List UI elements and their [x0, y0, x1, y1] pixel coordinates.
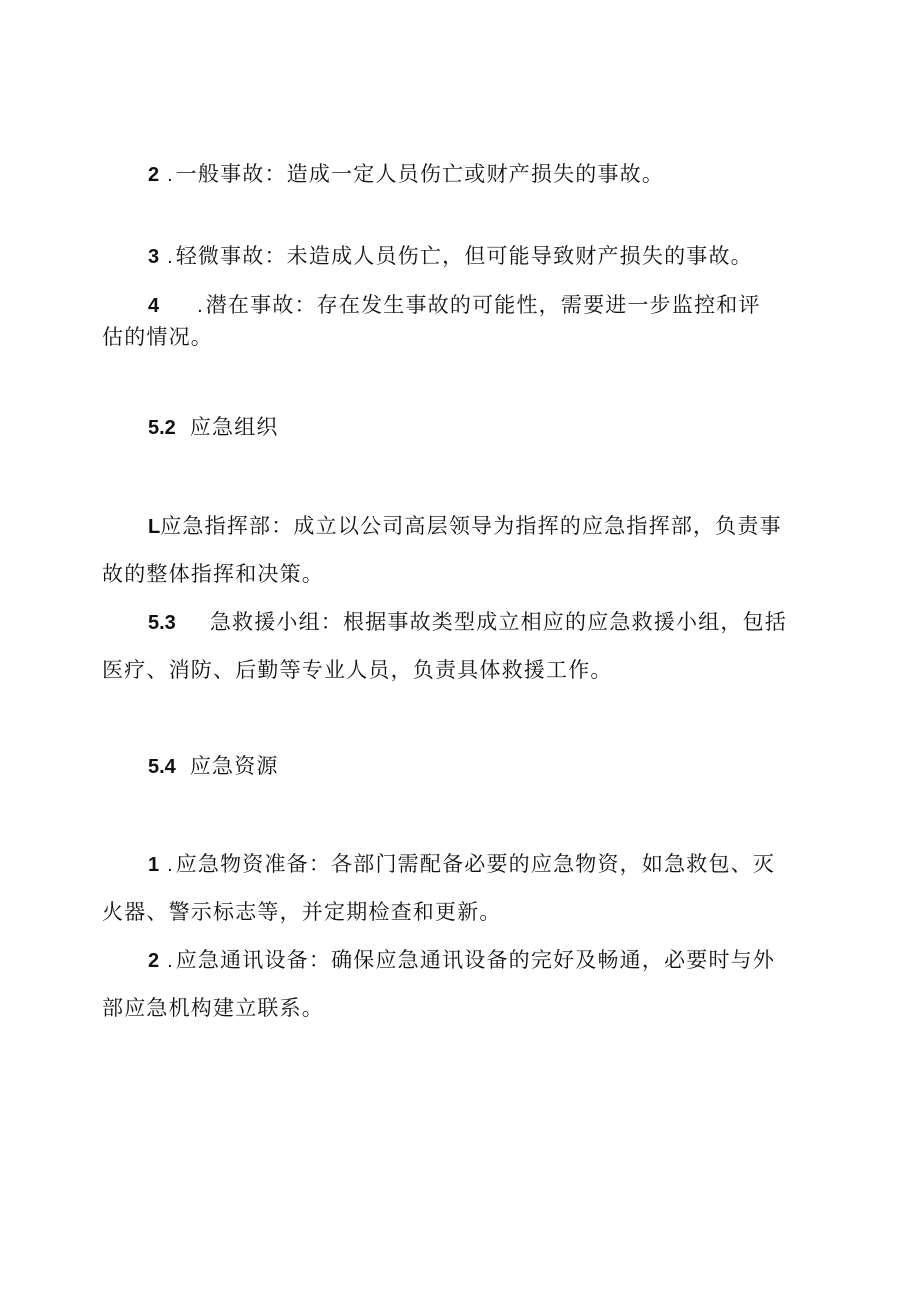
list-item-4-continuation [102, 323, 213, 351]
section-number: 5.4 [148, 756, 176, 778]
item-separator: . [167, 246, 173, 268]
list-item-4 [148, 291, 761, 320]
item-text: 医疗、消防、后勤等专业人员，负责具体救援工作。 [102, 658, 613, 682]
item-text: 一般事故：造成一定人员伤亡或财产损失的事故。 [175, 162, 665, 186]
section-title: 应急资源 [189, 754, 279, 778]
section-heading-5-4 [148, 752, 279, 781]
item-text: 估的情况。 [102, 325, 213, 349]
item-text: 应急通讯设备：确保应急通讯设备的完好及畅通，必要时与外 [175, 948, 776, 972]
item-text: 轻微事故：未造成人员伤亡，但可能导致财产损失的事故。 [175, 244, 753, 268]
item-text: 部应急机构建立联系。 [102, 996, 324, 1020]
item-text: 急救援小组：根据事故类型成立相应的应急救援小组，包括 [209, 610, 788, 634]
item-number: L [148, 516, 161, 538]
item-number: 5.3 [148, 612, 176, 634]
item-separator: . [167, 950, 173, 972]
item-separator: . [197, 295, 203, 317]
list-item-3 [148, 242, 753, 271]
section-number: 5.2 [148, 417, 176, 439]
item-text: 应急指挥部：成立以公司高层领导为指挥的应急指挥部，负责事 [160, 514, 782, 538]
item-separator: . [167, 164, 173, 186]
section-heading-5-2 [148, 413, 279, 442]
list-item-2 [148, 160, 664, 189]
resource-item-1-continuation [102, 898, 502, 926]
item-text: 火器、警示标志等，并定期检查和更新。 [102, 900, 502, 924]
section-title: 应急组织 [189, 415, 279, 439]
item-number: 1 [148, 854, 160, 876]
resource-item-2 [148, 946, 775, 975]
org-item-command-continuation [102, 560, 324, 588]
item-number: 2 [148, 164, 160, 186]
resource-item-1 [148, 850, 775, 879]
item-number: 3 [148, 246, 160, 268]
item-text: 应急物资准备：各部门需配备必要的应急物资，如急救包、灭 [175, 852, 776, 876]
item-separator: . [167, 854, 173, 876]
org-item-rescue-continuation [102, 656, 613, 684]
org-item-command [148, 512, 782, 541]
item-text: 故的整体指挥和决策。 [102, 562, 324, 586]
item-text: 潜在事故：存在发生事故的可能性，需要进一步监控和评 [205, 293, 761, 317]
org-item-rescue [148, 608, 787, 637]
item-number: 4 [148, 295, 160, 317]
item-number: 2 [148, 950, 160, 972]
resource-item-2-continuation [102, 994, 324, 1022]
